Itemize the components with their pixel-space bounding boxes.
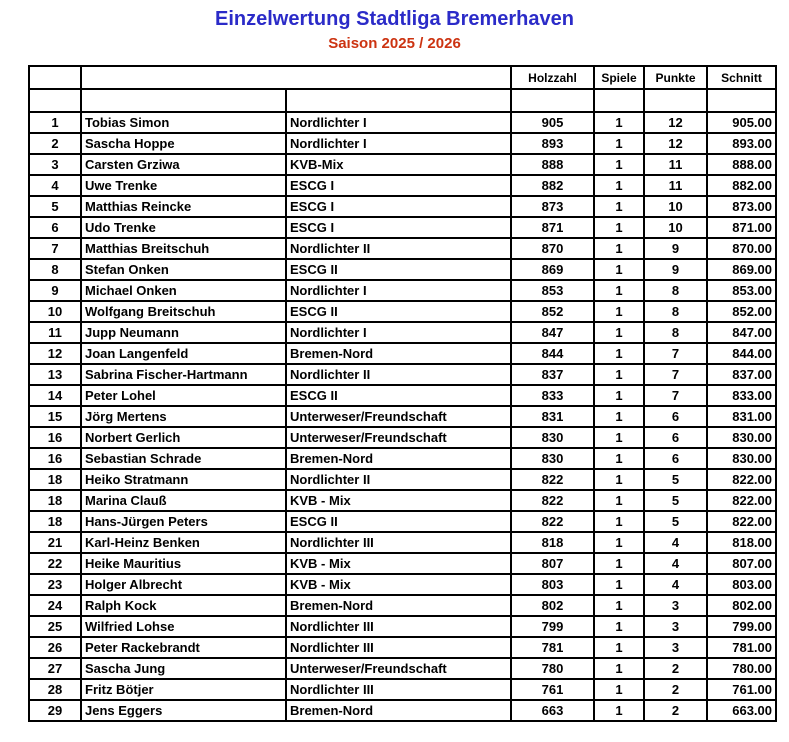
header-name-team-band — [81, 66, 511, 89]
cell-holzzahl: 873 — [511, 196, 594, 217]
cell-team: Nordlichter III — [286, 679, 511, 700]
cell-rank: 16 — [29, 427, 81, 448]
cell-holzzahl: 822 — [511, 469, 594, 490]
cell-spiele: 1 — [594, 280, 644, 301]
cell-schnitt: 893.00 — [707, 133, 776, 154]
header-row-2 — [29, 89, 776, 112]
cell-spiele: 1 — [594, 553, 644, 574]
cell-punkte: 5 — [644, 490, 707, 511]
cell-punkte: 7 — [644, 385, 707, 406]
table-row — [29, 154, 776, 175]
cell-punkte: 12 — [644, 112, 707, 133]
cell-rank: 22 — [29, 553, 81, 574]
cell-name: Sebastian Schrade — [81, 448, 286, 469]
cell-spiele: 1 — [594, 385, 644, 406]
cell-rank: 23 — [29, 574, 81, 595]
cell-holzzahl: 807 — [511, 553, 594, 574]
table-row — [29, 637, 776, 658]
ranking-table-body — [29, 112, 776, 721]
cell-name: Karl-Heinz Benken — [81, 532, 286, 553]
cell-spiele: 1 — [594, 427, 644, 448]
cell-team: ESCG I — [286, 196, 511, 217]
cell-punkte: 8 — [644, 301, 707, 322]
table-row — [29, 259, 776, 280]
cell-name: Jupp Neumann — [81, 322, 286, 343]
cell-team: KVB - Mix — [286, 490, 511, 511]
cell-schnitt: 780.00 — [707, 658, 776, 679]
cell-holzzahl: 799 — [511, 616, 594, 637]
cell-rank: 24 — [29, 595, 81, 616]
cell-punkte: 10 — [644, 217, 707, 238]
cell-name: Carsten Grziwa — [81, 154, 286, 175]
cell-schnitt: 837.00 — [707, 364, 776, 385]
cell-name: Joan Langenfeld — [81, 343, 286, 364]
cell-holzzahl: 837 — [511, 364, 594, 385]
cell-holzzahl: 831 — [511, 406, 594, 427]
table-row — [29, 322, 776, 343]
table-row — [29, 427, 776, 448]
table-row — [29, 385, 776, 406]
cell-punkte: 4 — [644, 532, 707, 553]
table-row — [29, 616, 776, 637]
cell-rank: 12 — [29, 343, 81, 364]
table-row — [29, 490, 776, 511]
cell-spiele: 1 — [594, 511, 644, 532]
cell-name: Peter Rackebrandt — [81, 637, 286, 658]
cell-team: ESCG I — [286, 217, 511, 238]
header-empty-punkte — [644, 89, 707, 112]
cell-name: Wilfried Lohse — [81, 616, 286, 637]
cell-schnitt: 807.00 — [707, 553, 776, 574]
table-row — [29, 658, 776, 679]
cell-team: Unterweser/Freundschaft — [286, 658, 511, 679]
cell-holzzahl: 803 — [511, 574, 594, 595]
cell-punkte: 2 — [644, 679, 707, 700]
cell-schnitt: 799.00 — [707, 616, 776, 637]
table-row — [29, 364, 776, 385]
cell-schnitt: 663.00 — [707, 700, 776, 721]
cell-rank: 4 — [29, 175, 81, 196]
cell-name: Heike Mauritius — [81, 553, 286, 574]
cell-spiele: 1 — [594, 301, 644, 322]
cell-punkte: 3 — [644, 637, 707, 658]
table-row — [29, 301, 776, 322]
cell-punkte: 10 — [644, 196, 707, 217]
cell-name: Sascha Jung — [81, 658, 286, 679]
cell-rank: 15 — [29, 406, 81, 427]
cell-spiele: 1 — [594, 196, 644, 217]
cell-team: ESCG II — [286, 259, 511, 280]
cell-schnitt: 871.00 — [707, 217, 776, 238]
cell-spiele: 1 — [594, 112, 644, 133]
cell-punkte: 5 — [644, 469, 707, 490]
cell-team: KVB - Mix — [286, 574, 511, 595]
cell-rank: 5 — [29, 196, 81, 217]
cell-spiele: 1 — [594, 532, 644, 553]
header-empty-schnitt — [707, 89, 776, 112]
cell-holzzahl: 802 — [511, 595, 594, 616]
cell-schnitt: 873.00 — [707, 196, 776, 217]
cell-holzzahl: 822 — [511, 490, 594, 511]
cell-team: Nordlichter II — [286, 238, 511, 259]
cell-punkte: 2 — [644, 700, 707, 721]
cell-rank: 2 — [29, 133, 81, 154]
cell-rank: 9 — [29, 280, 81, 301]
cell-rank: 18 — [29, 511, 81, 532]
cell-spiele: 1 — [594, 133, 644, 154]
cell-spiele: 1 — [594, 217, 644, 238]
cell-rank: 1 — [29, 112, 81, 133]
cell-punkte: 8 — [644, 322, 707, 343]
cell-schnitt: 852.00 — [707, 301, 776, 322]
cell-team: Nordlichter II — [286, 364, 511, 385]
cell-spiele: 1 — [594, 490, 644, 511]
cell-holzzahl: 853 — [511, 280, 594, 301]
cell-rank: 14 — [29, 385, 81, 406]
page-title: Einzelwertung Stadtliga Bremerhaven — [215, 8, 574, 30]
cell-spiele: 1 — [594, 238, 644, 259]
cell-rank: 6 — [29, 217, 81, 238]
cell-holzzahl: 888 — [511, 154, 594, 175]
cell-holzzahl: 847 — [511, 322, 594, 343]
cell-punkte: 12 — [644, 133, 707, 154]
cell-punkte: 7 — [644, 343, 707, 364]
cell-team: KVB-Mix — [286, 154, 511, 175]
cell-schnitt: 803.00 — [707, 574, 776, 595]
cell-team: ESCG II — [286, 385, 511, 406]
cell-team: ESCG I — [286, 175, 511, 196]
cell-holzzahl: 830 — [511, 427, 594, 448]
cell-holzzahl: 870 — [511, 238, 594, 259]
cell-punkte: 9 — [644, 238, 707, 259]
cell-schnitt: 830.00 — [707, 448, 776, 469]
cell-holzzahl: 780 — [511, 658, 594, 679]
table-row — [29, 469, 776, 490]
cell-spiele: 1 — [594, 343, 644, 364]
cell-holzzahl: 905 — [511, 112, 594, 133]
page-subtitle: Saison 2025 / 2026 — [328, 35, 461, 52]
cell-punkte: 8 — [644, 280, 707, 301]
table-row — [29, 280, 776, 301]
cell-schnitt: 870.00 — [707, 238, 776, 259]
cell-punkte: 7 — [644, 364, 707, 385]
cell-name: Holger Albrecht — [81, 574, 286, 595]
cell-holzzahl: 818 — [511, 532, 594, 553]
cell-rank: 7 — [29, 238, 81, 259]
cell-name: Jörg Mertens — [81, 406, 286, 427]
cell-holzzahl: 871 — [511, 217, 594, 238]
cell-rank: 11 — [29, 322, 81, 343]
cell-team: Bremen-Nord — [286, 595, 511, 616]
cell-schnitt: 905.00 — [707, 112, 776, 133]
column-header-schnitt: Schnitt — [707, 66, 776, 89]
cell-spiele: 1 — [594, 322, 644, 343]
cell-schnitt: 761.00 — [707, 679, 776, 700]
cell-spiele: 1 — [594, 469, 644, 490]
table-row — [29, 175, 776, 196]
table-row — [29, 448, 776, 469]
cell-schnitt: 869.00 — [707, 259, 776, 280]
header-empty-name — [81, 89, 286, 112]
header-corner-cell — [29, 66, 81, 89]
cell-team: Nordlichter III — [286, 616, 511, 637]
cell-schnitt: 830.00 — [707, 427, 776, 448]
table-row — [29, 238, 776, 259]
cell-holzzahl: 852 — [511, 301, 594, 322]
cell-schnitt: 818.00 — [707, 532, 776, 553]
table-row — [29, 406, 776, 427]
cell-rank: 16 — [29, 448, 81, 469]
cell-punkte: 6 — [644, 448, 707, 469]
header-empty-team — [286, 89, 511, 112]
table-row — [29, 343, 776, 364]
table-row — [29, 511, 776, 532]
cell-rank: 26 — [29, 637, 81, 658]
cell-spiele: 1 — [594, 616, 644, 637]
cell-team: Unterweser/Freundschaft — [286, 406, 511, 427]
cell-rank: 29 — [29, 700, 81, 721]
header-empty-holzzahl — [511, 89, 594, 112]
cell-rank: 25 — [29, 616, 81, 637]
header-empty-rank — [29, 89, 81, 112]
table-row — [29, 112, 776, 133]
cell-schnitt: 882.00 — [707, 175, 776, 196]
cell-team: Nordlichter III — [286, 532, 511, 553]
cell-name: Fritz Bötjer — [81, 679, 286, 700]
cell-name: Peter Lohel — [81, 385, 286, 406]
cell-team: Nordlichter I — [286, 133, 511, 154]
cell-punkte: 11 — [644, 154, 707, 175]
cell-punkte: 4 — [644, 574, 707, 595]
cell-name: Matthias Breitschuh — [81, 238, 286, 259]
cell-punkte: 6 — [644, 406, 707, 427]
table-row — [29, 133, 776, 154]
cell-team: KVB - Mix — [286, 553, 511, 574]
cell-punkte: 11 — [644, 175, 707, 196]
cell-holzzahl: 882 — [511, 175, 594, 196]
cell-holzzahl: 761 — [511, 679, 594, 700]
table-row — [29, 679, 776, 700]
cell-spiele: 1 — [594, 574, 644, 595]
cell-schnitt: 822.00 — [707, 511, 776, 532]
table-row — [29, 700, 776, 721]
cell-spiele: 1 — [594, 637, 644, 658]
cell-holzzahl: 822 — [511, 511, 594, 532]
cell-name: Tobias Simon — [81, 112, 286, 133]
cell-name: Sascha Hoppe — [81, 133, 286, 154]
cell-schnitt: 781.00 — [707, 637, 776, 658]
cell-name: Sabrina Fischer-Hartmann — [81, 364, 286, 385]
cell-name: Heiko Stratmann — [81, 469, 286, 490]
table-row — [29, 217, 776, 238]
table-row — [29, 196, 776, 217]
cell-rank: 10 — [29, 301, 81, 322]
cell-punkte: 2 — [644, 658, 707, 679]
cell-schnitt: 853.00 — [707, 280, 776, 301]
cell-spiele: 1 — [594, 406, 644, 427]
cell-punkte: 9 — [644, 259, 707, 280]
cell-holzzahl: 663 — [511, 700, 594, 721]
cell-holzzahl: 781 — [511, 637, 594, 658]
cell-schnitt: 802.00 — [707, 595, 776, 616]
column-header-spiele: Spiele — [594, 66, 644, 89]
cell-team: Nordlichter I — [286, 322, 511, 343]
cell-name: Norbert Gerlich — [81, 427, 286, 448]
cell-name: Jens Eggers — [81, 700, 286, 721]
cell-rank: 28 — [29, 679, 81, 700]
cell-punkte: 3 — [644, 595, 707, 616]
column-header-punkte: Punkte — [644, 66, 707, 89]
cell-team: Nordlichter I — [286, 112, 511, 133]
cell-team: Bremen-Nord — [286, 700, 511, 721]
cell-rank: 18 — [29, 469, 81, 490]
cell-spiele: 1 — [594, 448, 644, 469]
cell-spiele: 1 — [594, 259, 644, 280]
cell-holzzahl: 830 — [511, 448, 594, 469]
cell-team: ESCG II — [286, 511, 511, 532]
cell-spiele: 1 — [594, 175, 644, 196]
cell-holzzahl: 833 — [511, 385, 594, 406]
cell-team: ESCG II — [286, 301, 511, 322]
cell-team: Nordlichter III — [286, 637, 511, 658]
cell-holzzahl: 893 — [511, 133, 594, 154]
cell-rank: 8 — [29, 259, 81, 280]
cell-team: Bremen-Nord — [286, 448, 511, 469]
column-header-holzzahl: Holzzahl — [511, 66, 594, 89]
cell-punkte: 6 — [644, 427, 707, 448]
cell-rank: 27 — [29, 658, 81, 679]
cell-name: Ralph Kock — [81, 595, 286, 616]
cell-holzzahl: 844 — [511, 343, 594, 364]
cell-spiele: 1 — [594, 700, 644, 721]
cell-holzzahl: 869 — [511, 259, 594, 280]
cell-name: Michael Onken — [81, 280, 286, 301]
table-row — [29, 574, 776, 595]
cell-punkte: 4 — [644, 553, 707, 574]
cell-punkte: 3 — [644, 616, 707, 637]
cell-name: Uwe Trenke — [81, 175, 286, 196]
cell-rank: 18 — [29, 490, 81, 511]
ranking-table-header — [29, 66, 776, 112]
cell-spiele: 1 — [594, 658, 644, 679]
table-row — [29, 532, 776, 553]
cell-team: Unterweser/Freundschaft — [286, 427, 511, 448]
cell-rank: 13 — [29, 364, 81, 385]
cell-name: Matthias Reincke — [81, 196, 286, 217]
ranking-table — [28, 65, 777, 722]
cell-name: Udo Trenke — [81, 217, 286, 238]
cell-name: Hans-Jürgen Peters — [81, 511, 286, 532]
cell-name: Marina Clauß — [81, 490, 286, 511]
cell-schnitt: 847.00 — [707, 322, 776, 343]
header-row-1 — [29, 66, 776, 89]
cell-team: Nordlichter II — [286, 469, 511, 490]
cell-schnitt: 833.00 — [707, 385, 776, 406]
cell-team: Nordlichter I — [286, 280, 511, 301]
cell-schnitt: 822.00 — [707, 469, 776, 490]
cell-team: Bremen-Nord — [286, 343, 511, 364]
cell-schnitt: 831.00 — [707, 406, 776, 427]
cell-spiele: 1 — [594, 364, 644, 385]
cell-schnitt: 844.00 — [707, 343, 776, 364]
cell-spiele: 1 — [594, 154, 644, 175]
table-row — [29, 595, 776, 616]
cell-name: Wolfgang Breitschuh — [81, 301, 286, 322]
cell-rank: 3 — [29, 154, 81, 175]
cell-punkte: 5 — [644, 511, 707, 532]
cell-rank: 21 — [29, 532, 81, 553]
cell-schnitt: 888.00 — [707, 154, 776, 175]
header-empty-spiele — [594, 89, 644, 112]
cell-name: Stefan Onken — [81, 259, 286, 280]
cell-spiele: 1 — [594, 679, 644, 700]
table-row — [29, 553, 776, 574]
cell-spiele: 1 — [594, 595, 644, 616]
cell-schnitt: 822.00 — [707, 490, 776, 511]
